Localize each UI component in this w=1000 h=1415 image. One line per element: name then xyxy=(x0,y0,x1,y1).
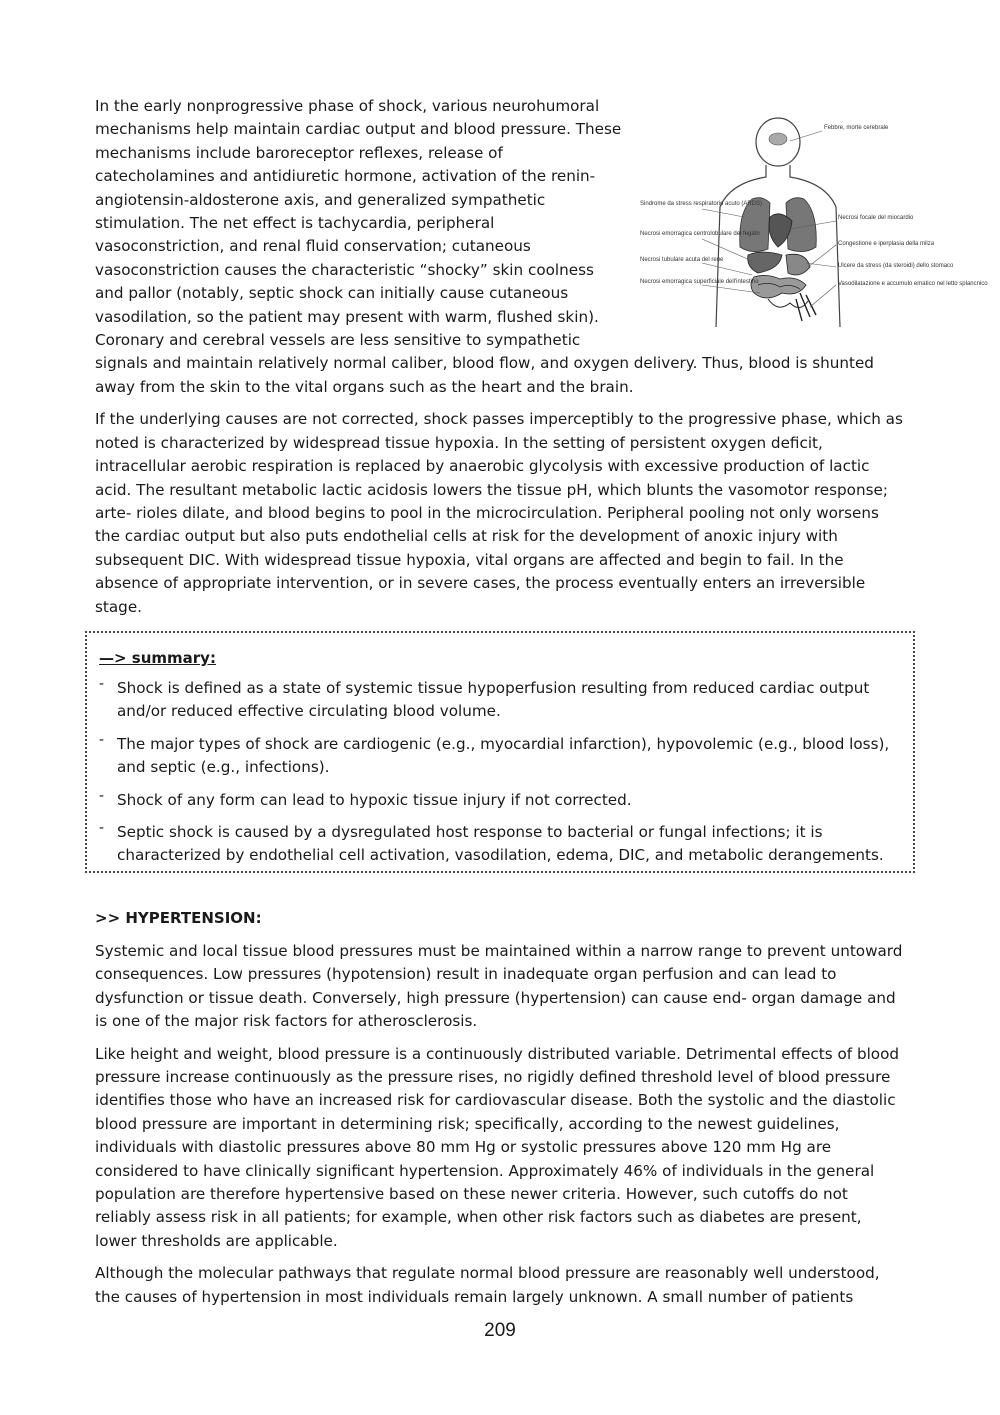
hypertension-section xyxy=(95,940,905,1318)
fig-label-liver: Necrosi emorragica centrolobulare del fegato xyxy=(640,231,760,237)
hypertension-paragraph-1: Systemic and local tissue blood pressures must be maintained within a narrow range to prevent untoward consequences. Low pressures (hypotension) result in inadequate organ perfusion and can lead to dysfunction or tissue death. Conversely, high pressure (hypertension) can cause end- organ damage and is one of the major risk factors for atherosclerosis. xyxy=(95,942,903,1031)
bullet-dash-icon: - xyxy=(99,676,105,692)
summary-item: - Shock is defined as a state of systemic tissue hypoperfusion resulting from reduced cardiac output and/or reduced effective circulating blood volume. xyxy=(97,677,907,724)
summary-title: —> summary: xyxy=(99,649,216,667)
summary-item: - Septic shock is caused by a dysregulated host response to bacterial or fungal infections; it is characterized by endothelial cell activation, vasodilation, edema, DIC, and metabolic derangements. xyxy=(97,821,907,868)
summary-item: - Shock of any form can lead to hypoxic tissue injury if not corrected. xyxy=(97,789,907,812)
bullet-dash-icon: - xyxy=(99,820,105,837)
fig-label-kidney: Necrosi tubulare acuta del rene xyxy=(640,257,724,263)
fig-label-intestine: Necrosi emorragica superficiale dell'intestino xyxy=(640,279,759,285)
hypertension-heading: >> HYPERTENSION: xyxy=(95,909,262,927)
summary-list xyxy=(97,677,907,877)
summary-item: - The major types of shock are cardiogenic (e.g., myocardial infarction), hypovolemic (e.g., blood loss), and septic (e.g., infections). xyxy=(97,733,907,780)
intro-section xyxy=(95,95,988,619)
summary-box xyxy=(85,631,915,873)
hypertension-paragraph-2: Like height and weight, blood pressure is a continuously distributed variable. Detrimental effects of blood pressure increase continuously as the pressure rises, no rigidly defined threshold level of blood pressure identifies those who have an increased risk for cardiovascular disease. Both the systolic and the diastolic blood pressure are important in determining risk; specifically, according to the newest guidelines, individuals with diastolic pressures above 80 mm Hg or systolic pressures above 120 mm Hg are considered to have clinically significant hypertension. Approximately 46% of individuals in the general population are therefore hypertensive based on these newer criteria. However, such cutoffs do not reliably assess risk in all patients; for example, when other risk factors such as diabetes are present, lower thresholds are applicable. xyxy=(95,1044,900,1250)
fig-label-splanchnic: Vasodilatazione e accumulo ematico nel letto splancnico xyxy=(838,281,988,287)
page-number: 209 xyxy=(484,1320,516,1341)
fig-label-ards: Sindrome da stress respiratorio acuto (ARDS) xyxy=(640,201,763,207)
bullet-dash-icon: - xyxy=(99,731,105,748)
shock-organ-figure xyxy=(640,117,988,332)
hypertension-paragraph-3: Although the molecular pathways that regulate normal blood pressure are reasonably well understood, the causes of hypertension in most individuals remain largely unknown. A small number of patients xyxy=(95,1264,880,1306)
fig-label-brain: Febbre, morte cerebrale xyxy=(824,125,889,131)
intro-paragraph-2: If the underlying causes are not corrected, shock passes imperceptibly to the progressive phase, which as noted is characterized by widespread tissue hypoxia. In the setting of persistent oxygen deficit, intracellular aerobic respiration is replaced by anaerobic glycolysis with excessive production of lactic acid. The resultant metabolic lactic acidosis lowers the tissue pH, which blunts the vasomotor response; arte- rioles dilate, and blood begins to pool in the microcirculation. Peripheral pooling not only worsens the cardiac output but also puts endothelial cells at risk for the development of anoxic injury with subsequent DIC. With widespread tissue hypoxia, vital organs are affected and begin to fail. In the absence of appropriate intervention, or in severe cases, the process eventually enters an irreversible stage. xyxy=(95,410,903,616)
fig-label-spleen: Congestione e iperplasia della milza xyxy=(838,241,935,247)
bullet-dash-icon: - xyxy=(99,787,105,804)
fig-label-stomach: Ulcere da stress (da steroidi) dello stomaco xyxy=(838,263,954,269)
fig-label-myocardium: Necrosi focale del miocardio xyxy=(838,215,914,221)
intro-paragraph-1: In the early nonprogressive phase of shock, various neurohumoral mechanisms help maintain cardiac output and blood pressure. These mechanisms include baroreceptor reflexes, release of catecholamines and antidiuretic hormone, activation of the renin-angiotensin-aldosterone axis, and generalized sympathetic stimulation. The net effect is tachycardia, peripheral vasoconstriction, and renal fluid conservation; cutaneous vasoconstriction causes the characteristic “shocky” skin coolness and pallor (notably, septic shock can initially cause cutaneous vasodilation, so the patient may present with warm, flushed skin). Coronary and cerebral vessels are less sensitive to sympathetic signals and maintain relatively normal caliber, blood flow, and oxygen delivery. Thus, blood is shunted away from the skin to the vital organs such as the heart and the brain. xyxy=(95,97,874,396)
